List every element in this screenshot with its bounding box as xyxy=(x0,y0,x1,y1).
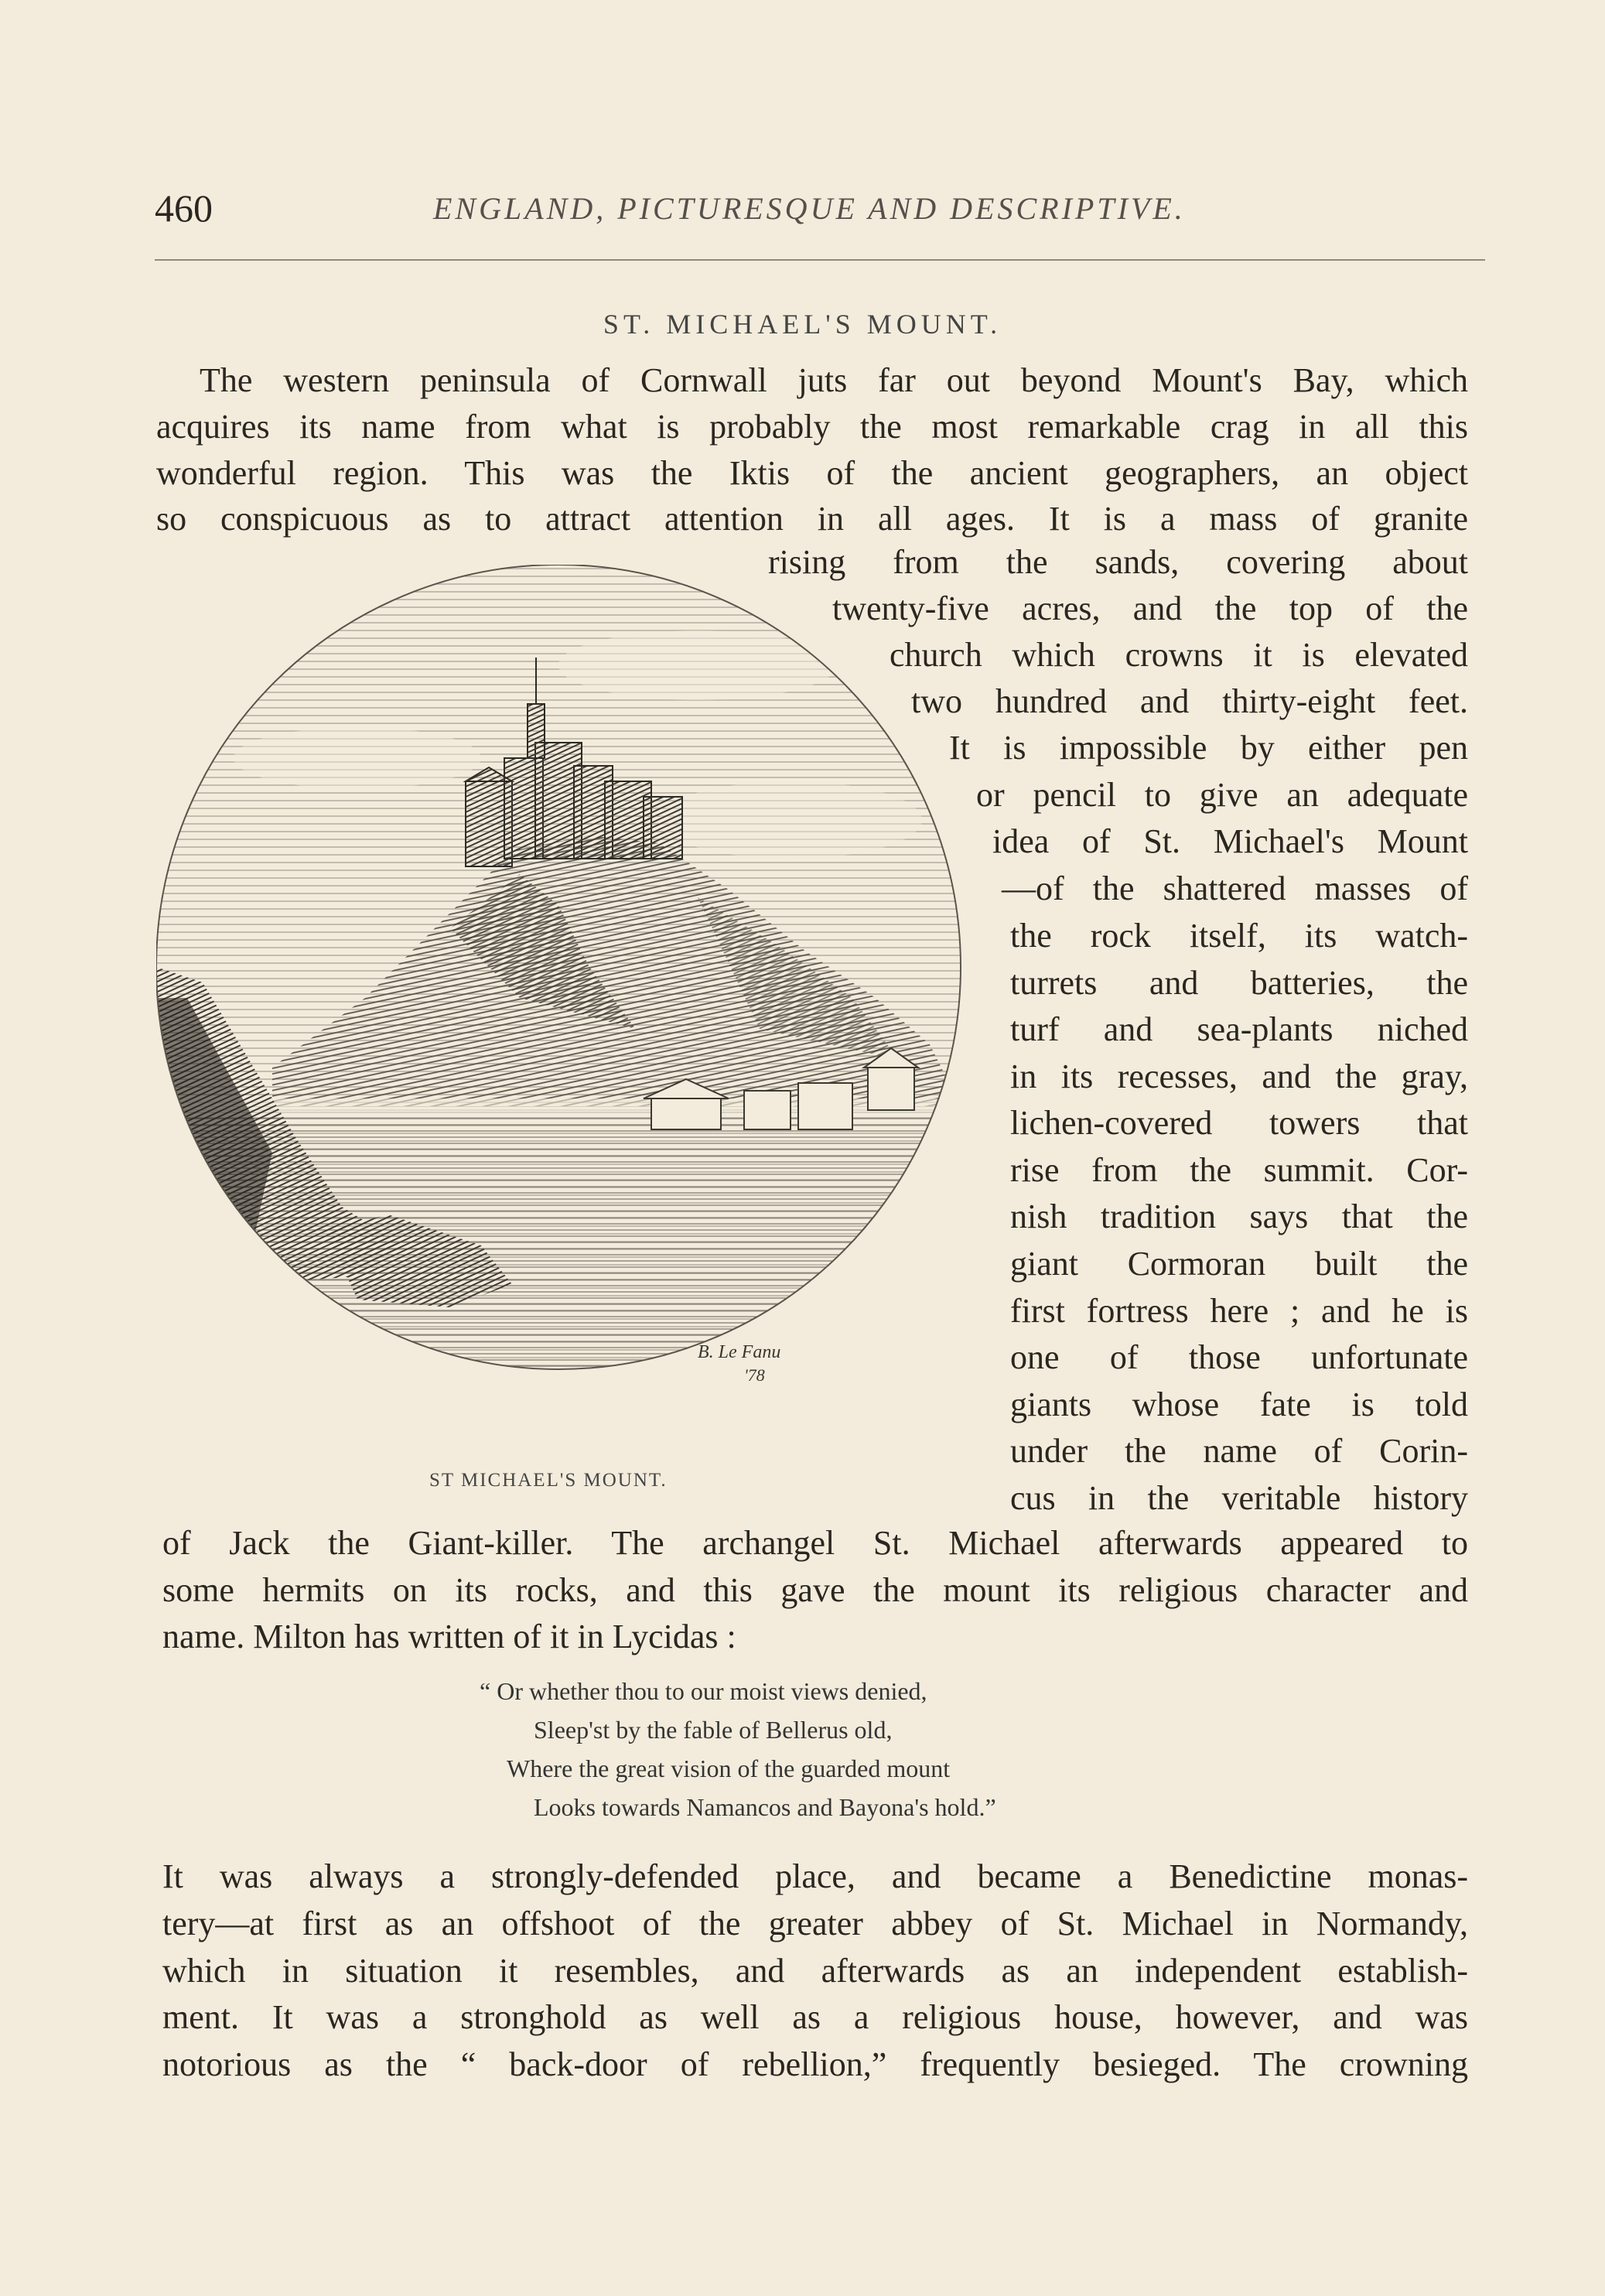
body-line: turrets and batteries, the xyxy=(1010,964,1468,1002)
poem-line: Where the great vision of the guarded mount xyxy=(507,1754,951,1782)
body-line: turf and sea-plants niched xyxy=(1010,1010,1468,1048)
body-line: wonderful region. This was the Iktis of the ancient geographers, an object xyxy=(156,454,1468,492)
body-line: ment. It was a stronghold as well as a religious house, however, and was xyxy=(162,1998,1468,2036)
poem-line: “ Or whether thou to our moist views denied, xyxy=(480,1677,927,1705)
section-heading: ST. MICHAEL'S MOUNT. xyxy=(603,309,1002,340)
engraver-signature-year: '78 xyxy=(744,1365,765,1385)
running-title: ENGLAND, PICTURESQUE AND DESCRIPTIVE. xyxy=(433,191,1186,226)
engraving-image xyxy=(156,565,1023,1447)
illustration-caption: ST MICHAEL'S MOUNT. xyxy=(429,1470,668,1491)
body-line: under the name of Corin- xyxy=(1010,1432,1468,1470)
poem-line: Sleep'st by the fable of Bellerus old, xyxy=(534,1716,893,1744)
body-line: rising from the sands, covering about xyxy=(768,543,1468,581)
body-line: idea of St. Michael's Mount xyxy=(992,822,1468,860)
body-line: tery—at first as an offshoot of the greater abbey of St. Michael in Normandy, xyxy=(162,1905,1468,1942)
engraving-st-michaels-mount xyxy=(156,565,1023,1447)
body-line: in its recesses, and the gray, xyxy=(1010,1057,1468,1095)
running-head xyxy=(155,186,1485,240)
body-line: of Jack the Giant-killer. The archangel St. Michael afterwards appeared to xyxy=(162,1524,1468,1562)
body-line: The western peninsula of Cornwall juts far out beyond Mount's Bay, which xyxy=(200,361,1468,399)
body-line: acquires its name from what is probably the most remarkable crag in all this xyxy=(156,408,1468,446)
body-line: so conspicuous as to attract attention in all ages. It is a mass of granite xyxy=(156,500,1468,538)
body-line: It is impossible by either pen xyxy=(949,729,1468,767)
body-line: church which crowns it is elevated xyxy=(890,636,1468,674)
body-line: the rock itself, its watch- xyxy=(1010,917,1468,955)
body-line: It was always a strongly-defended place, and became a Benedictine monas- xyxy=(162,1857,1468,1895)
body-line: cus in the veritable history xyxy=(1010,1479,1468,1517)
body-line: first fortress here ; and he is xyxy=(1010,1292,1468,1330)
page-number: 460 xyxy=(155,186,213,230)
body-line: giants whose fate is told xyxy=(1010,1385,1468,1423)
body-line: —of the shattered masses of xyxy=(1002,870,1468,907)
body-line: or pencil to give an adequate xyxy=(976,776,1468,814)
body-line: some hermits on its rocks, and this gave the mount its religious character and xyxy=(162,1571,1468,1609)
body-line: nish tradition says that the xyxy=(1010,1198,1468,1235)
body-line: name. Milton has written of it in Lycidas : xyxy=(162,1618,736,1655)
engraver-signature: B. Le Fanu xyxy=(698,1342,781,1362)
body-line: twenty-five acres, and the top of the xyxy=(832,589,1468,627)
body-line: rise from the summit. Cor- xyxy=(1010,1151,1468,1189)
poem-line: Looks towards Namancos and Bayona's hold.” xyxy=(534,1793,996,1821)
body-line: giant Cormoran built the xyxy=(1010,1245,1468,1283)
body-line: two hundred and thirty-eight feet. xyxy=(911,682,1468,720)
body-line: notorious as the “ back-door of rebellion,” frequently besieged. The crowning xyxy=(162,2045,1468,2083)
body-line: one of those unfortunate xyxy=(1010,1338,1468,1376)
body-line: which in situation it resembles, and afterwards as an independent establish- xyxy=(162,1952,1468,1990)
header-rule xyxy=(155,259,1485,261)
body-line: lichen-covered towers that xyxy=(1010,1104,1468,1142)
